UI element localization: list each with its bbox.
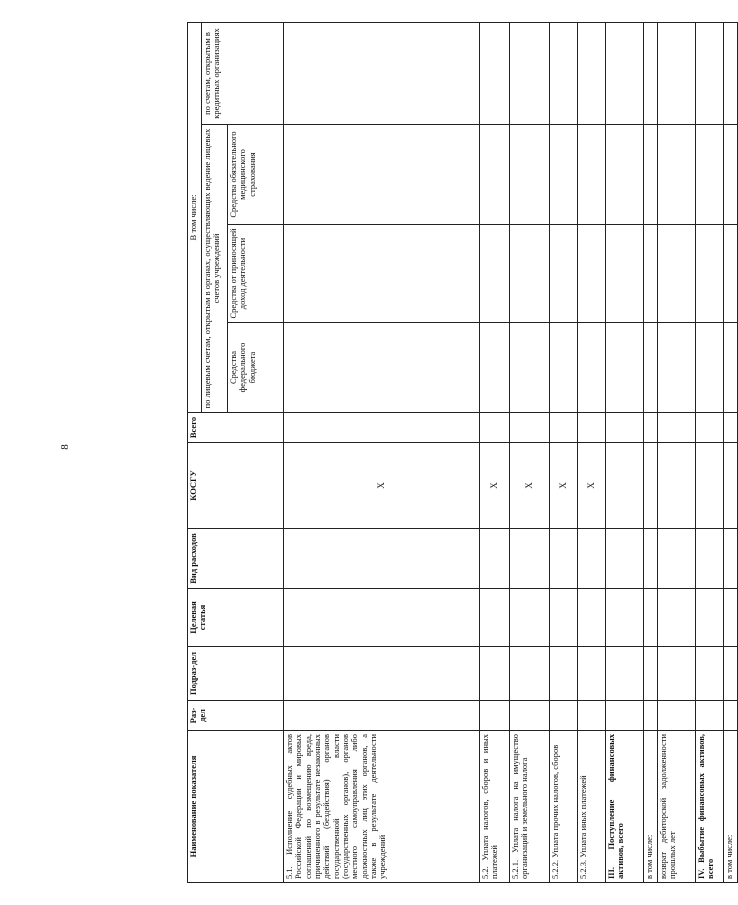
header-oms: Средства обязательного медицинского страхования: [228, 125, 284, 225]
kosgu-cell: [724, 443, 738, 529]
row-name: 5.1. Исполнение судебных актов Российской Федерации и мировых соглашений по возмещению вреда, причиненного в результате незаконных действий (бездействия) органов государственной власти (государственных органов), органов местного самоуправления либо должностных лиц этих органов, а также в результате деятельности учреждений: [284, 731, 480, 883]
row-name: 5.2. Уплата налогов, сборов и иных платежей: [480, 731, 510, 883]
header-kosgu: КОСГУ: [188, 443, 284, 529]
kosgu-x-mark: X: [578, 443, 606, 529]
kosgu-cell: [644, 443, 658, 529]
kosgu-x-mark: X: [284, 443, 480, 529]
kosgu-x-mark: X: [550, 443, 578, 529]
header-federal-budget: Средства федерального бюджета: [228, 323, 284, 413]
header-personal-accounts: по лицевым счетам, открытым в органах, осуществляющих ведение лицевых счетов учреждений: [202, 125, 228, 413]
row-name: 5.2.1. Уплата налога на имущество организаций и земельного налога: [510, 731, 550, 883]
header-name: Наименование показателя: [188, 731, 284, 883]
header-vid: Вид расходов: [188, 529, 284, 589]
kosgu-cell: [658, 443, 696, 529]
header-celevaya: Целевая статья: [188, 589, 284, 647]
rotated-table-sheet: [187, 23, 734, 883]
kosgu-cell: [606, 443, 644, 529]
kosgu-cell: [696, 443, 724, 529]
header-income-activity: Средства от приносящей доход деятельности: [228, 225, 284, 323]
kosgu-x-mark: X: [480, 443, 510, 529]
row-name: IV. Выбытие финансовых активов, всего: [696, 731, 724, 883]
row-name: III. Поступление финансовых активов, всего: [606, 731, 644, 883]
row-name: в том числе:: [644, 731, 658, 883]
header-credit-accounts: по счетам, открытым в кредитных организациях: [202, 22, 284, 124]
header-vsego: Всего: [188, 413, 284, 443]
page-number: 8: [59, 444, 71, 450]
row-name: в том числе:: [724, 731, 738, 883]
header-in-that-number: В том числе:: [188, 22, 202, 412]
row-name: 5.2.3. Уплата иных платежей: [578, 731, 606, 883]
row-name: возврат дебиторской задолженности прошлых лет: [658, 731, 696, 883]
header-razdel: Раз-дел: [188, 701, 284, 731]
kosgu-x-mark: X: [510, 443, 550, 529]
financial-plan-table: [187, 22, 738, 883]
row-name: 5.2.2. Уплата прочих налогов, сборов: [550, 731, 578, 883]
header-podrazdel: Подраз-дел: [188, 647, 284, 701]
